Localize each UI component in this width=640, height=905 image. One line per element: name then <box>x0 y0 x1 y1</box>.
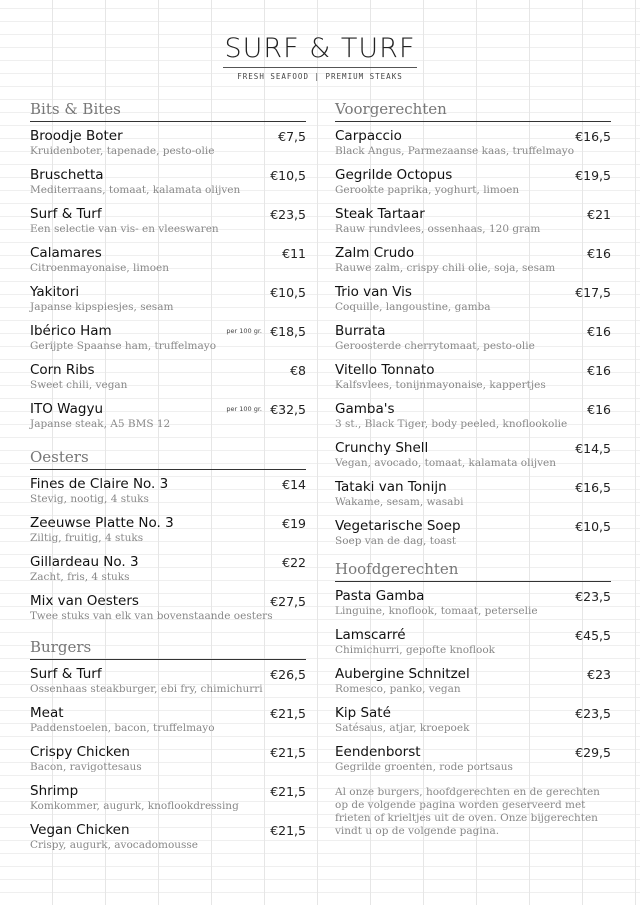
item-price: €16 <box>587 246 611 261</box>
menu-item <box>30 783 306 822</box>
menu-item <box>30 284 306 323</box>
menu-item <box>335 666 611 705</box>
item-name: Vegan Chicken <box>30 822 130 838</box>
item-price: €11 <box>282 246 306 261</box>
item-price: €14 <box>282 477 306 492</box>
menu-item <box>335 401 611 440</box>
item-description: Stevig, nootig, 4 stuks <box>30 493 149 505</box>
menu-note: Al onze burgers, hoofdgerechten en de gerechten op de volgende pagina worden geserveerd met frieten of krieltjes uit de oven. Onze bijgerechten vindt u op de volgende pagina. <box>335 786 600 837</box>
item-description: Black Angus, Parmezaanse kaas, truffelmayo <box>335 145 575 157</box>
section-title: Oesters <box>30 447 306 470</box>
item-price: €18,5 <box>270 324 306 339</box>
item-price: €21,5 <box>270 823 306 838</box>
item-name: Shrimp <box>30 783 79 799</box>
item-description: Ziltig, fruitig, 4 stuks <box>30 532 144 544</box>
item-price: €29,5 <box>575 745 611 760</box>
menu-item <box>30 476 306 515</box>
item-name: Fines de Claire No. 3 <box>30 476 169 492</box>
menu-item <box>335 627 611 666</box>
item-description: Een selectie van vis- en vleeswaren <box>30 223 219 235</box>
item-name: Calamares <box>30 245 102 261</box>
item-name: Lamscarré <box>335 627 406 643</box>
item-description: Ossenhaas steakburger, ebi fry, chimichurri <box>30 683 263 695</box>
item-description: Japanse kipspiesjes, sesam <box>30 301 174 313</box>
menu-item <box>335 284 611 323</box>
item-price: €23,5 <box>270 207 306 222</box>
menu-item <box>30 515 306 554</box>
section-title: Voorgerechten <box>335 99 611 122</box>
price-unit: per 100 gr. <box>226 327 262 335</box>
menu-item <box>335 128 611 167</box>
item-description: Chimichurri, gepofte knoflook <box>335 644 496 656</box>
menu-item <box>335 245 611 284</box>
item-price: €27,5 <box>270 594 306 609</box>
item-description: Sweet chili, vegan <box>30 379 128 391</box>
item-name: Gegrilde Octopus <box>335 167 453 183</box>
menu-item <box>30 401 306 440</box>
menu-item <box>30 128 306 167</box>
menu-item <box>335 588 611 627</box>
item-name: Burrata <box>335 323 386 339</box>
item-name: Crunchy Shell <box>335 440 429 456</box>
item-description: Gegrilde groenten, rode portsaus <box>335 761 513 773</box>
price-unit: per 100 gr. <box>226 405 262 413</box>
menu-item <box>335 362 611 401</box>
item-price: €16,5 <box>575 480 611 495</box>
item-name: Trio van Vis <box>335 284 412 300</box>
menu-item <box>335 206 611 245</box>
item-price: €10,5 <box>575 519 611 534</box>
section-voorgerechten <box>335 99 611 557</box>
item-name: Mix van Oesters <box>30 593 139 609</box>
menu-item <box>30 744 306 783</box>
menu-header <box>0 34 640 81</box>
menu-item <box>30 206 306 245</box>
item-name: Carpaccio <box>335 128 402 144</box>
menu-item <box>335 744 611 783</box>
item-name: Tataki van Tonijn <box>335 479 447 495</box>
menu-item <box>30 593 306 632</box>
item-name: Aubergine Schnitzel <box>335 666 470 682</box>
item-price: €23 <box>587 667 611 682</box>
item-name: Vegetarische Soep <box>335 518 461 534</box>
item-description: Japanse steak, A5 BMS 12 <box>30 418 171 430</box>
menu-item <box>335 705 611 744</box>
menu-item <box>30 323 306 362</box>
menu-item <box>335 167 611 206</box>
item-price: €14,5 <box>575 441 611 456</box>
menu-item <box>30 167 306 206</box>
item-description: Coquille, langoustine, gamba <box>335 301 491 313</box>
item-description: Zacht, fris, 4 stuks <box>30 571 130 583</box>
item-description: Satésaus, atjar, kroepoek <box>335 722 470 734</box>
item-price: €21,5 <box>270 784 306 799</box>
item-price: €23,5 <box>575 589 611 604</box>
item-description: Citroenmayonaise, limoen <box>30 262 170 274</box>
item-name: Gillardeau No. 3 <box>30 554 139 570</box>
menu-item <box>335 518 611 557</box>
menu-item <box>30 705 306 744</box>
item-description: Soep van de dag, toast <box>335 535 457 547</box>
item-description: Rauw rundvlees, ossenhaas, 120 gram <box>335 223 541 235</box>
item-price: €19,5 <box>575 168 611 183</box>
item-description: Komkommer, augurk, knoflookdressing <box>30 800 239 812</box>
menu-item <box>335 323 611 362</box>
item-price: €21,5 <box>270 706 306 721</box>
item-price: €10,5 <box>270 168 306 183</box>
item-price: €16 <box>587 324 611 339</box>
item-description: Rauwe zalm, crispy chili olie, soja, sesam <box>335 262 556 274</box>
section-oesters <box>30 447 306 632</box>
item-name: Gamba's <box>335 401 395 417</box>
item-description: Paddenstoelen, bacon, truffelmayo <box>30 722 215 734</box>
item-price: €32,5 <box>270 402 306 417</box>
section-bits-bites <box>30 99 306 440</box>
item-description: Twee stuks van elk van bovenstaande oesters <box>30 610 273 622</box>
item-description: Mediterraans, tomaat, kalamata olijven <box>30 184 241 196</box>
item-price: €21 <box>587 207 611 222</box>
item-price: €22 <box>282 555 306 570</box>
item-name: Eendenborst <box>335 744 421 760</box>
item-name: Kip Saté <box>335 705 391 721</box>
item-price: €16 <box>587 363 611 378</box>
item-price: €21,5 <box>270 745 306 760</box>
item-name: Surf & Turf <box>30 206 102 222</box>
item-description: Gerijpte Spaanse ham, truffelmayo <box>30 340 217 352</box>
item-description: Linguine, knoflook, tomaat, peterselie <box>335 605 538 617</box>
item-name: Meat <box>30 705 64 721</box>
menu-item <box>30 245 306 284</box>
item-name: Pasta Gamba <box>335 588 425 604</box>
item-name: Ibérico Ham <box>30 323 112 339</box>
menu-item <box>335 440 611 479</box>
item-price: €23,5 <box>575 706 611 721</box>
item-name: Crispy Chicken <box>30 744 130 760</box>
item-description: Kalfsvlees, tonijnmayonaise, kappertjes <box>335 379 546 391</box>
item-price: €8 <box>290 363 306 378</box>
item-description: Kruidenboter, tapenade, pesto-olie <box>30 145 215 157</box>
item-name: Corn Ribs <box>30 362 95 378</box>
item-price: €19 <box>282 516 306 531</box>
item-description: Wakame, sesam, wasabi <box>335 496 464 508</box>
item-description: Crispy, augurk, avocadomousse <box>30 839 199 851</box>
item-description: Gerookte paprika, yoghurt, limoen <box>335 184 520 196</box>
menu-item <box>30 554 306 593</box>
item-description: Bacon, ravigottesaus <box>30 761 142 773</box>
item-name: Broodje Boter <box>30 128 123 144</box>
item-price: €16,5 <box>575 129 611 144</box>
item-name: Steak Tartaar <box>335 206 425 222</box>
item-price: €7,5 <box>278 129 306 144</box>
item-price: €10,5 <box>270 285 306 300</box>
menu-item <box>30 822 306 861</box>
item-description: Romesco, panko, vegan <box>335 683 461 695</box>
item-name: ITO Wagyu <box>30 401 104 417</box>
item-description: Geroosterde cherrytomaat, pesto-olie <box>335 340 535 352</box>
menu-item <box>30 666 306 705</box>
item-description: 3 st., Black Tiger, body peeled, knoflookolie <box>335 418 568 430</box>
logo-title: SURF & TURF <box>223 34 418 68</box>
item-description: Vegan, avocado, tomaat, kalamata olijven <box>335 457 557 469</box>
item-price: €16 <box>587 402 611 417</box>
item-name: Yakitori <box>30 284 80 300</box>
menu-item <box>30 362 306 401</box>
item-name: Bruschetta <box>30 167 104 183</box>
item-name: Zalm Crudo <box>335 245 415 261</box>
item-price: €26,5 <box>270 667 306 682</box>
section-title: Hoofdgerechten <box>335 559 611 582</box>
section-burgers <box>30 637 306 861</box>
item-name: Zeeuwse Platte No. 3 <box>30 515 174 531</box>
item-name: Vitello Tonnato <box>335 362 435 378</box>
tagline: FRESH SEAFOOD | PREMIUM STEAKS <box>237 72 403 81</box>
item-price: €17,5 <box>575 285 611 300</box>
section-title: Burgers <box>30 637 306 660</box>
section-hoofdgerechten <box>335 559 611 838</box>
item-name: Surf & Turf <box>30 666 102 682</box>
section-title: Bits & Bites <box>30 99 306 122</box>
menu-item <box>335 479 611 518</box>
item-price: €45,5 <box>575 628 611 643</box>
